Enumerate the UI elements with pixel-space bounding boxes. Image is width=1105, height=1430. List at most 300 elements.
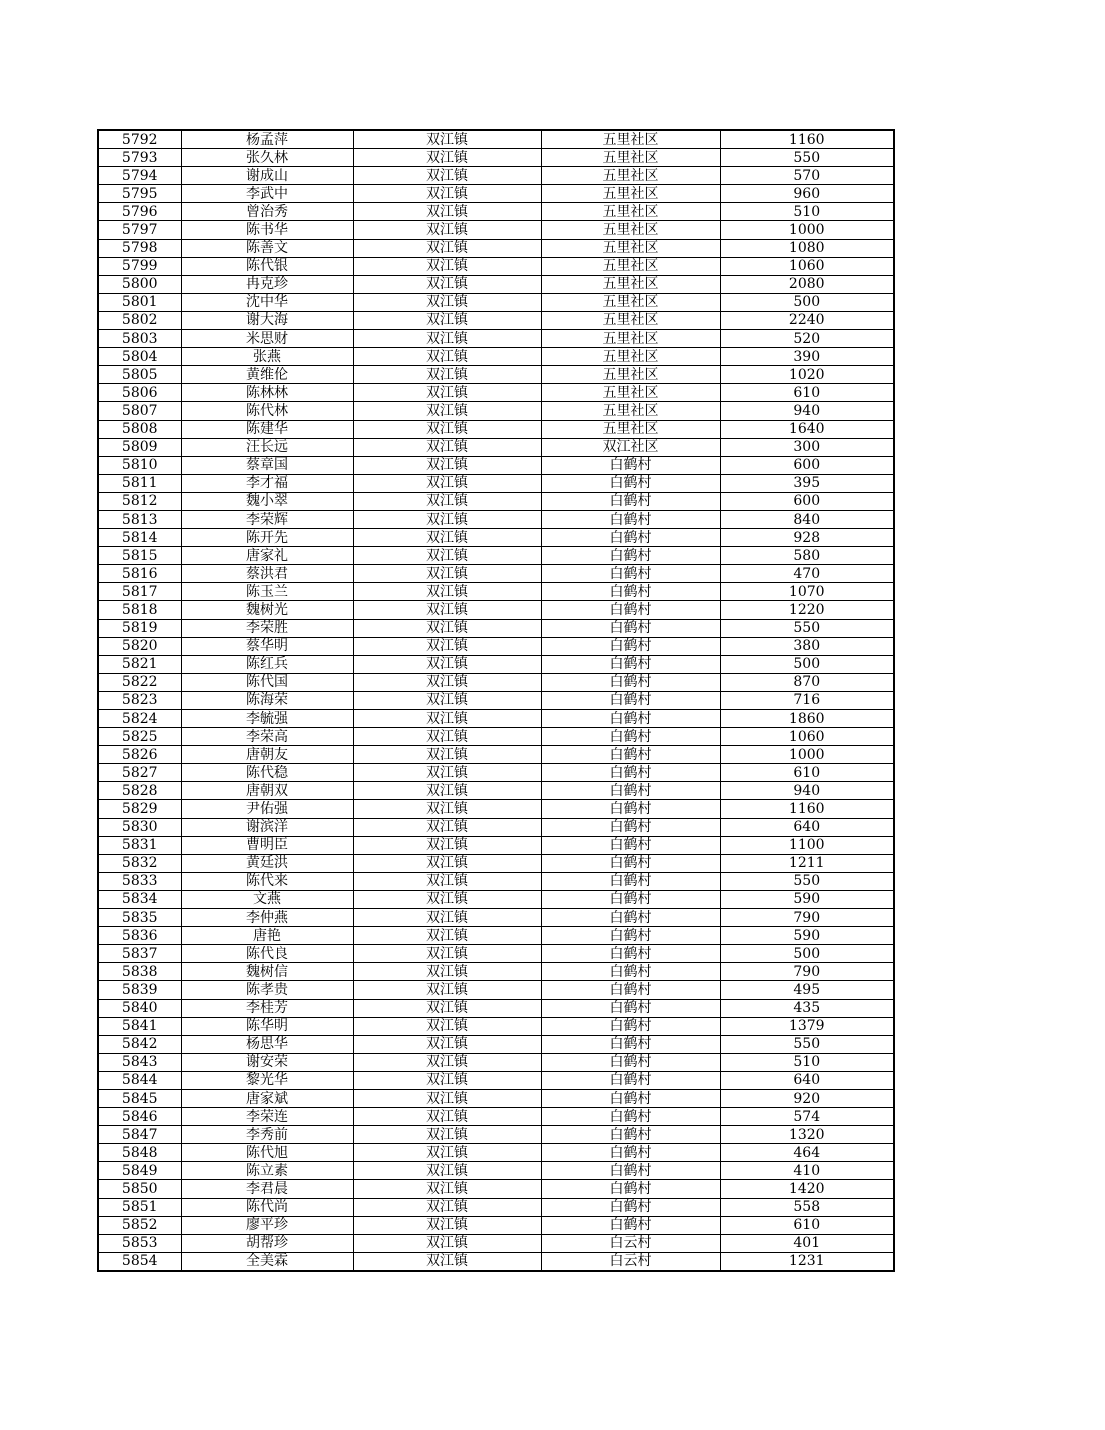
row-number-cell: 5813 <box>98 510 181 528</box>
amount-cell: 610 <box>720 764 894 782</box>
town-cell: 双江镇 <box>353 547 541 565</box>
table-row <box>98 710 894 728</box>
row-number-cell: 5825 <box>98 728 181 746</box>
town-cell: 双江镇 <box>353 1035 541 1053</box>
village-cell: 白鹤村 <box>541 945 720 963</box>
town-cell: 双江镇 <box>353 185 541 203</box>
village-cell: 白鹤村 <box>541 1198 720 1216</box>
town-cell: 双江镇 <box>353 728 541 746</box>
table-row <box>98 348 894 366</box>
name-cell: 李荣高 <box>181 728 353 746</box>
name-cell: 陈代银 <box>181 257 353 275</box>
row-number-cell: 5822 <box>98 673 181 691</box>
village-cell: 五里社区 <box>541 221 720 239</box>
row-number-cell: 5805 <box>98 366 181 384</box>
town-cell: 双江镇 <box>353 999 541 1017</box>
name-cell: 胡帮珍 <box>181 1234 353 1252</box>
town-cell: 双江镇 <box>353 764 541 782</box>
town-cell: 双江镇 <box>353 927 541 945</box>
table-row <box>98 1180 894 1198</box>
table-row <box>98 1017 894 1035</box>
town-cell: 双江镇 <box>353 1180 541 1198</box>
name-cell: 陈海荣 <box>181 691 353 709</box>
name-cell: 李荣辉 <box>181 510 353 528</box>
village-cell: 白鹤村 <box>541 1144 720 1162</box>
village-cell: 五里社区 <box>541 149 720 167</box>
amount-cell: 600 <box>720 456 894 474</box>
town-cell: 双江镇 <box>353 1089 541 1107</box>
name-cell: 李毓强 <box>181 710 353 728</box>
row-number-cell: 5849 <box>98 1162 181 1180</box>
town-cell: 双江镇 <box>353 149 541 167</box>
row-number-cell: 5824 <box>98 710 181 728</box>
town-cell: 双江镇 <box>353 1053 541 1071</box>
name-cell: 谢大海 <box>181 311 353 329</box>
row-number-cell: 5837 <box>98 945 181 963</box>
row-number-cell: 5809 <box>98 438 181 456</box>
village-cell: 白鹤村 <box>541 1053 720 1071</box>
town-cell: 双江镇 <box>353 275 541 293</box>
name-cell: 米思财 <box>181 330 353 348</box>
town-cell: 双江镇 <box>353 1234 541 1252</box>
village-cell: 白鹤村 <box>541 710 720 728</box>
town-cell: 双江镇 <box>353 420 541 438</box>
row-number-cell: 5810 <box>98 456 181 474</box>
village-cell: 白云村 <box>541 1252 720 1271</box>
row-number-cell: 5842 <box>98 1035 181 1053</box>
village-cell: 白鹤村 <box>541 619 720 637</box>
village-cell: 五里社区 <box>541 257 720 275</box>
amount-cell: 558 <box>720 1198 894 1216</box>
town-cell: 双江镇 <box>353 1144 541 1162</box>
table-body <box>98 130 894 1271</box>
amount-cell: 1420 <box>720 1180 894 1198</box>
table-row <box>98 330 894 348</box>
amount-cell: 1320 <box>720 1126 894 1144</box>
name-cell: 蔡洪君 <box>181 565 353 583</box>
name-cell: 杨孟萍 <box>181 130 353 149</box>
table-row <box>98 529 894 547</box>
name-cell: 陈代尚 <box>181 1198 353 1216</box>
table-row <box>98 1053 894 1071</box>
table-row <box>98 691 894 709</box>
name-cell: 谢安荣 <box>181 1053 353 1071</box>
town-cell: 双江镇 <box>353 945 541 963</box>
name-cell: 陈代林 <box>181 402 353 420</box>
amount-cell: 510 <box>720 1053 894 1071</box>
table-row <box>98 800 894 818</box>
village-cell: 白鹤村 <box>541 1216 720 1234</box>
town-cell: 双江镇 <box>353 601 541 619</box>
town-cell: 双江镇 <box>353 330 541 348</box>
name-cell: 唐家礼 <box>181 547 353 565</box>
amount-cell: 2240 <box>720 311 894 329</box>
amount-cell: 550 <box>720 1035 894 1053</box>
row-number-cell: 5823 <box>98 691 181 709</box>
name-cell: 唐朝双 <box>181 782 353 800</box>
village-cell: 白鹤村 <box>541 800 720 818</box>
village-cell: 白鹤村 <box>541 655 720 673</box>
amount-cell: 640 <box>720 818 894 836</box>
name-cell: 陈建华 <box>181 420 353 438</box>
row-number-cell: 5808 <box>98 420 181 438</box>
village-cell: 白鹤村 <box>541 890 720 908</box>
name-cell: 沈中华 <box>181 293 353 311</box>
table-row <box>98 547 894 565</box>
row-number-cell: 5840 <box>98 999 181 1017</box>
village-cell: 五里社区 <box>541 311 720 329</box>
name-cell: 陈书华 <box>181 221 353 239</box>
table-row <box>98 167 894 185</box>
amount-cell: 580 <box>720 547 894 565</box>
name-cell: 陈代旭 <box>181 1144 353 1162</box>
amount-cell: 510 <box>720 203 894 221</box>
row-number-cell: 5843 <box>98 1053 181 1071</box>
town-cell: 双江镇 <box>353 746 541 764</box>
row-number-cell: 5800 <box>98 275 181 293</box>
table-row <box>98 149 894 167</box>
amount-cell: 960 <box>720 185 894 203</box>
village-cell: 白鹤村 <box>541 601 720 619</box>
village-cell: 白鹤村 <box>541 1089 720 1107</box>
row-number-cell: 5851 <box>98 1198 181 1216</box>
amount-cell: 470 <box>720 565 894 583</box>
amount-cell: 1000 <box>720 221 894 239</box>
amount-cell: 410 <box>720 1162 894 1180</box>
name-cell: 张燕 <box>181 348 353 366</box>
amount-cell: 1060 <box>720 728 894 746</box>
row-number-cell: 5845 <box>98 1089 181 1107</box>
name-cell: 曾治秀 <box>181 203 353 221</box>
village-cell: 白鹤村 <box>541 927 720 945</box>
town-cell: 双江镇 <box>353 619 541 637</box>
village-cell: 白鹤村 <box>541 1035 720 1053</box>
village-cell: 白云村 <box>541 1234 720 1252</box>
row-number-cell: 5807 <box>98 402 181 420</box>
village-cell: 白鹤村 <box>541 529 720 547</box>
amount-cell: 790 <box>720 909 894 927</box>
name-cell: 黄维伦 <box>181 366 353 384</box>
town-cell: 双江镇 <box>353 710 541 728</box>
village-cell: 白鹤村 <box>541 474 720 492</box>
table-row <box>98 565 894 583</box>
row-number-cell: 5835 <box>98 909 181 927</box>
table-row <box>98 1035 894 1053</box>
village-cell: 白鹤村 <box>541 673 720 691</box>
table-row <box>98 746 894 764</box>
row-number-cell: 5833 <box>98 872 181 890</box>
amount-cell: 1020 <box>720 366 894 384</box>
amount-cell: 570 <box>720 167 894 185</box>
table-row <box>98 999 894 1017</box>
row-number-cell: 5850 <box>98 1180 181 1198</box>
town-cell: 双江镇 <box>353 366 541 384</box>
table-row <box>98 402 894 420</box>
row-number-cell: 5853 <box>98 1234 181 1252</box>
row-number-cell: 5802 <box>98 311 181 329</box>
amount-cell: 464 <box>720 1144 894 1162</box>
town-cell: 双江镇 <box>353 348 541 366</box>
amount-cell: 1379 <box>720 1017 894 1035</box>
row-number-cell: 5852 <box>98 1216 181 1234</box>
row-number-cell: 5796 <box>98 203 181 221</box>
name-cell: 唐朝友 <box>181 746 353 764</box>
village-cell: 白鹤村 <box>541 691 720 709</box>
amount-cell: 940 <box>720 402 894 420</box>
town-cell: 双江镇 <box>353 492 541 510</box>
row-number-cell: 5839 <box>98 981 181 999</box>
table-row <box>98 492 894 510</box>
town-cell: 双江镇 <box>353 583 541 601</box>
table-row <box>98 637 894 655</box>
town-cell: 双江镇 <box>353 981 541 999</box>
village-cell: 白鹤村 <box>541 981 720 999</box>
table-row <box>98 890 894 908</box>
amount-cell: 1640 <box>720 420 894 438</box>
town-cell: 双江镇 <box>353 130 541 149</box>
name-cell: 李才福 <box>181 474 353 492</box>
village-cell: 白鹤村 <box>541 999 720 1017</box>
row-number-cell: 5798 <box>98 239 181 257</box>
table-row <box>98 1126 894 1144</box>
row-number-cell: 5801 <box>98 293 181 311</box>
table-row <box>98 601 894 619</box>
town-cell: 双江镇 <box>353 456 541 474</box>
table-row <box>98 1216 894 1234</box>
row-number-cell: 5831 <box>98 836 181 854</box>
name-cell: 汪长远 <box>181 438 353 456</box>
village-cell: 双江社区 <box>541 438 720 456</box>
table-row <box>98 438 894 456</box>
row-number-cell: 5819 <box>98 619 181 637</box>
name-cell: 李君晨 <box>181 1180 353 1198</box>
table-row <box>98 927 894 945</box>
amount-cell: 500 <box>720 293 894 311</box>
table-row <box>98 981 894 999</box>
amount-cell: 495 <box>720 981 894 999</box>
town-cell: 双江镇 <box>353 1017 541 1035</box>
row-number-cell: 5844 <box>98 1071 181 1089</box>
amount-cell: 1000 <box>720 746 894 764</box>
table-row <box>98 1162 894 1180</box>
amount-cell: 940 <box>720 782 894 800</box>
village-cell: 白鹤村 <box>541 565 720 583</box>
town-cell: 双江镇 <box>353 438 541 456</box>
amount-cell: 1160 <box>720 800 894 818</box>
row-number-cell: 5799 <box>98 257 181 275</box>
name-cell: 魏树光 <box>181 601 353 619</box>
village-cell: 白鹤村 <box>541 818 720 836</box>
row-number-cell: 5817 <box>98 583 181 601</box>
row-number-cell: 5814 <box>98 529 181 547</box>
row-number-cell: 5828 <box>98 782 181 800</box>
town-cell: 双江镇 <box>353 1216 541 1234</box>
data-table <box>97 129 895 1272</box>
town-cell: 双江镇 <box>353 1108 541 1126</box>
village-cell: 五里社区 <box>541 348 720 366</box>
amount-cell: 600 <box>720 492 894 510</box>
name-cell: 尹佑强 <box>181 800 353 818</box>
village-cell: 五里社区 <box>541 203 720 221</box>
name-cell: 李秀前 <box>181 1126 353 1144</box>
table-row <box>98 764 894 782</box>
village-cell: 白鹤村 <box>541 1071 720 1089</box>
town-cell: 双江镇 <box>353 565 541 583</box>
row-number-cell: 5827 <box>98 764 181 782</box>
table-row <box>98 384 894 402</box>
town-cell: 双江镇 <box>353 818 541 836</box>
name-cell: 陈善文 <box>181 239 353 257</box>
town-cell: 双江镇 <box>353 474 541 492</box>
table-row <box>98 1071 894 1089</box>
name-cell: 谢滨洋 <box>181 818 353 836</box>
town-cell: 双江镇 <box>353 963 541 981</box>
table-row <box>98 474 894 492</box>
village-cell: 白鹤村 <box>541 1126 720 1144</box>
name-cell: 陈立素 <box>181 1162 353 1180</box>
town-cell: 双江镇 <box>353 221 541 239</box>
town-cell: 双江镇 <box>353 1162 541 1180</box>
table-row <box>98 420 894 438</box>
amount-cell: 395 <box>720 474 894 492</box>
village-cell: 五里社区 <box>541 384 720 402</box>
amount-cell: 640 <box>720 1071 894 1089</box>
village-cell: 白鹤村 <box>541 1108 720 1126</box>
row-number-cell: 5832 <box>98 854 181 872</box>
name-cell: 李武中 <box>181 185 353 203</box>
amount-cell: 300 <box>720 438 894 456</box>
row-number-cell: 5804 <box>98 348 181 366</box>
row-number-cell: 5834 <box>98 890 181 908</box>
town-cell: 双江镇 <box>353 637 541 655</box>
village-cell: 白鹤村 <box>541 1180 720 1198</box>
amount-cell: 1070 <box>720 583 894 601</box>
amount-cell: 500 <box>720 655 894 673</box>
amount-cell: 500 <box>720 945 894 963</box>
village-cell: 五里社区 <box>541 275 720 293</box>
village-cell: 五里社区 <box>541 293 720 311</box>
name-cell: 张久林 <box>181 149 353 167</box>
town-cell: 双江镇 <box>353 167 541 185</box>
village-cell: 五里社区 <box>541 185 720 203</box>
village-cell: 白鹤村 <box>541 854 720 872</box>
name-cell: 廖平珍 <box>181 1216 353 1234</box>
town-cell: 双江镇 <box>353 836 541 854</box>
village-cell: 白鹤村 <box>541 836 720 854</box>
table-row <box>98 275 894 293</box>
town-cell: 双江镇 <box>353 854 541 872</box>
village-cell: 五里社区 <box>541 130 720 149</box>
table-row <box>98 1198 894 1216</box>
table-row <box>98 456 894 474</box>
name-cell: 陈华明 <box>181 1017 353 1035</box>
village-cell: 白鹤村 <box>541 746 720 764</box>
amount-cell: 1220 <box>720 601 894 619</box>
table-row <box>98 1108 894 1126</box>
amount-cell: 550 <box>720 872 894 890</box>
table-row <box>98 872 894 890</box>
town-cell: 双江镇 <box>353 257 541 275</box>
village-cell: 白鹤村 <box>541 510 720 528</box>
table-row <box>98 130 894 149</box>
row-number-cell: 5836 <box>98 927 181 945</box>
town-cell: 双江镇 <box>353 909 541 927</box>
village-cell: 白鹤村 <box>541 782 720 800</box>
town-cell: 双江镇 <box>353 1198 541 1216</box>
amount-cell: 574 <box>720 1108 894 1126</box>
table-row <box>98 818 894 836</box>
town-cell: 双江镇 <box>353 510 541 528</box>
row-number-cell: 5838 <box>98 963 181 981</box>
amount-cell: 1100 <box>720 836 894 854</box>
town-cell: 双江镇 <box>353 311 541 329</box>
row-number-cell: 5811 <box>98 474 181 492</box>
table-row <box>98 909 894 927</box>
amount-cell: 1160 <box>720 130 894 149</box>
town-cell: 双江镇 <box>353 655 541 673</box>
table-row <box>98 945 894 963</box>
village-cell: 白鹤村 <box>541 583 720 601</box>
village-cell: 五里社区 <box>541 330 720 348</box>
name-cell: 谢成山 <box>181 167 353 185</box>
amount-cell: 401 <box>720 1234 894 1252</box>
village-cell: 白鹤村 <box>541 1017 720 1035</box>
village-cell: 五里社区 <box>541 366 720 384</box>
amount-cell: 840 <box>720 510 894 528</box>
town-cell: 双江镇 <box>353 529 541 547</box>
row-number-cell: 5812 <box>98 492 181 510</box>
row-number-cell: 5806 <box>98 384 181 402</box>
row-number-cell: 5803 <box>98 330 181 348</box>
row-number-cell: 5848 <box>98 1144 181 1162</box>
row-number-cell: 5818 <box>98 601 181 619</box>
name-cell: 唐艳 <box>181 927 353 945</box>
row-number-cell: 5795 <box>98 185 181 203</box>
row-number-cell: 5846 <box>98 1108 181 1126</box>
village-cell: 白鹤村 <box>541 637 720 655</box>
amount-cell: 610 <box>720 384 894 402</box>
village-cell: 五里社区 <box>541 402 720 420</box>
name-cell: 陈代良 <box>181 945 353 963</box>
village-cell: 五里社区 <box>541 239 720 257</box>
row-number-cell: 5820 <box>98 637 181 655</box>
row-number-cell: 5815 <box>98 547 181 565</box>
village-cell: 白鹤村 <box>541 547 720 565</box>
table-row <box>98 854 894 872</box>
village-cell: 白鹤村 <box>541 764 720 782</box>
amount-cell: 380 <box>720 637 894 655</box>
town-cell: 双江镇 <box>353 872 541 890</box>
row-number-cell: 5792 <box>98 130 181 149</box>
name-cell: 文燕 <box>181 890 353 908</box>
amount-cell: 790 <box>720 963 894 981</box>
name-cell: 李荣连 <box>181 1108 353 1126</box>
table-row <box>98 366 894 384</box>
table-row <box>98 203 894 221</box>
table-row <box>98 728 894 746</box>
table-row <box>98 1144 894 1162</box>
row-number-cell: 5841 <box>98 1017 181 1035</box>
name-cell: 陈代国 <box>181 673 353 691</box>
table-row <box>98 583 894 601</box>
name-cell: 魏小翠 <box>181 492 353 510</box>
row-number-cell: 5797 <box>98 221 181 239</box>
village-cell: 白鹤村 <box>541 963 720 981</box>
amount-cell: 590 <box>720 927 894 945</box>
name-cell: 杨思华 <box>181 1035 353 1053</box>
row-number-cell: 5793 <box>98 149 181 167</box>
town-cell: 双江镇 <box>353 1126 541 1144</box>
